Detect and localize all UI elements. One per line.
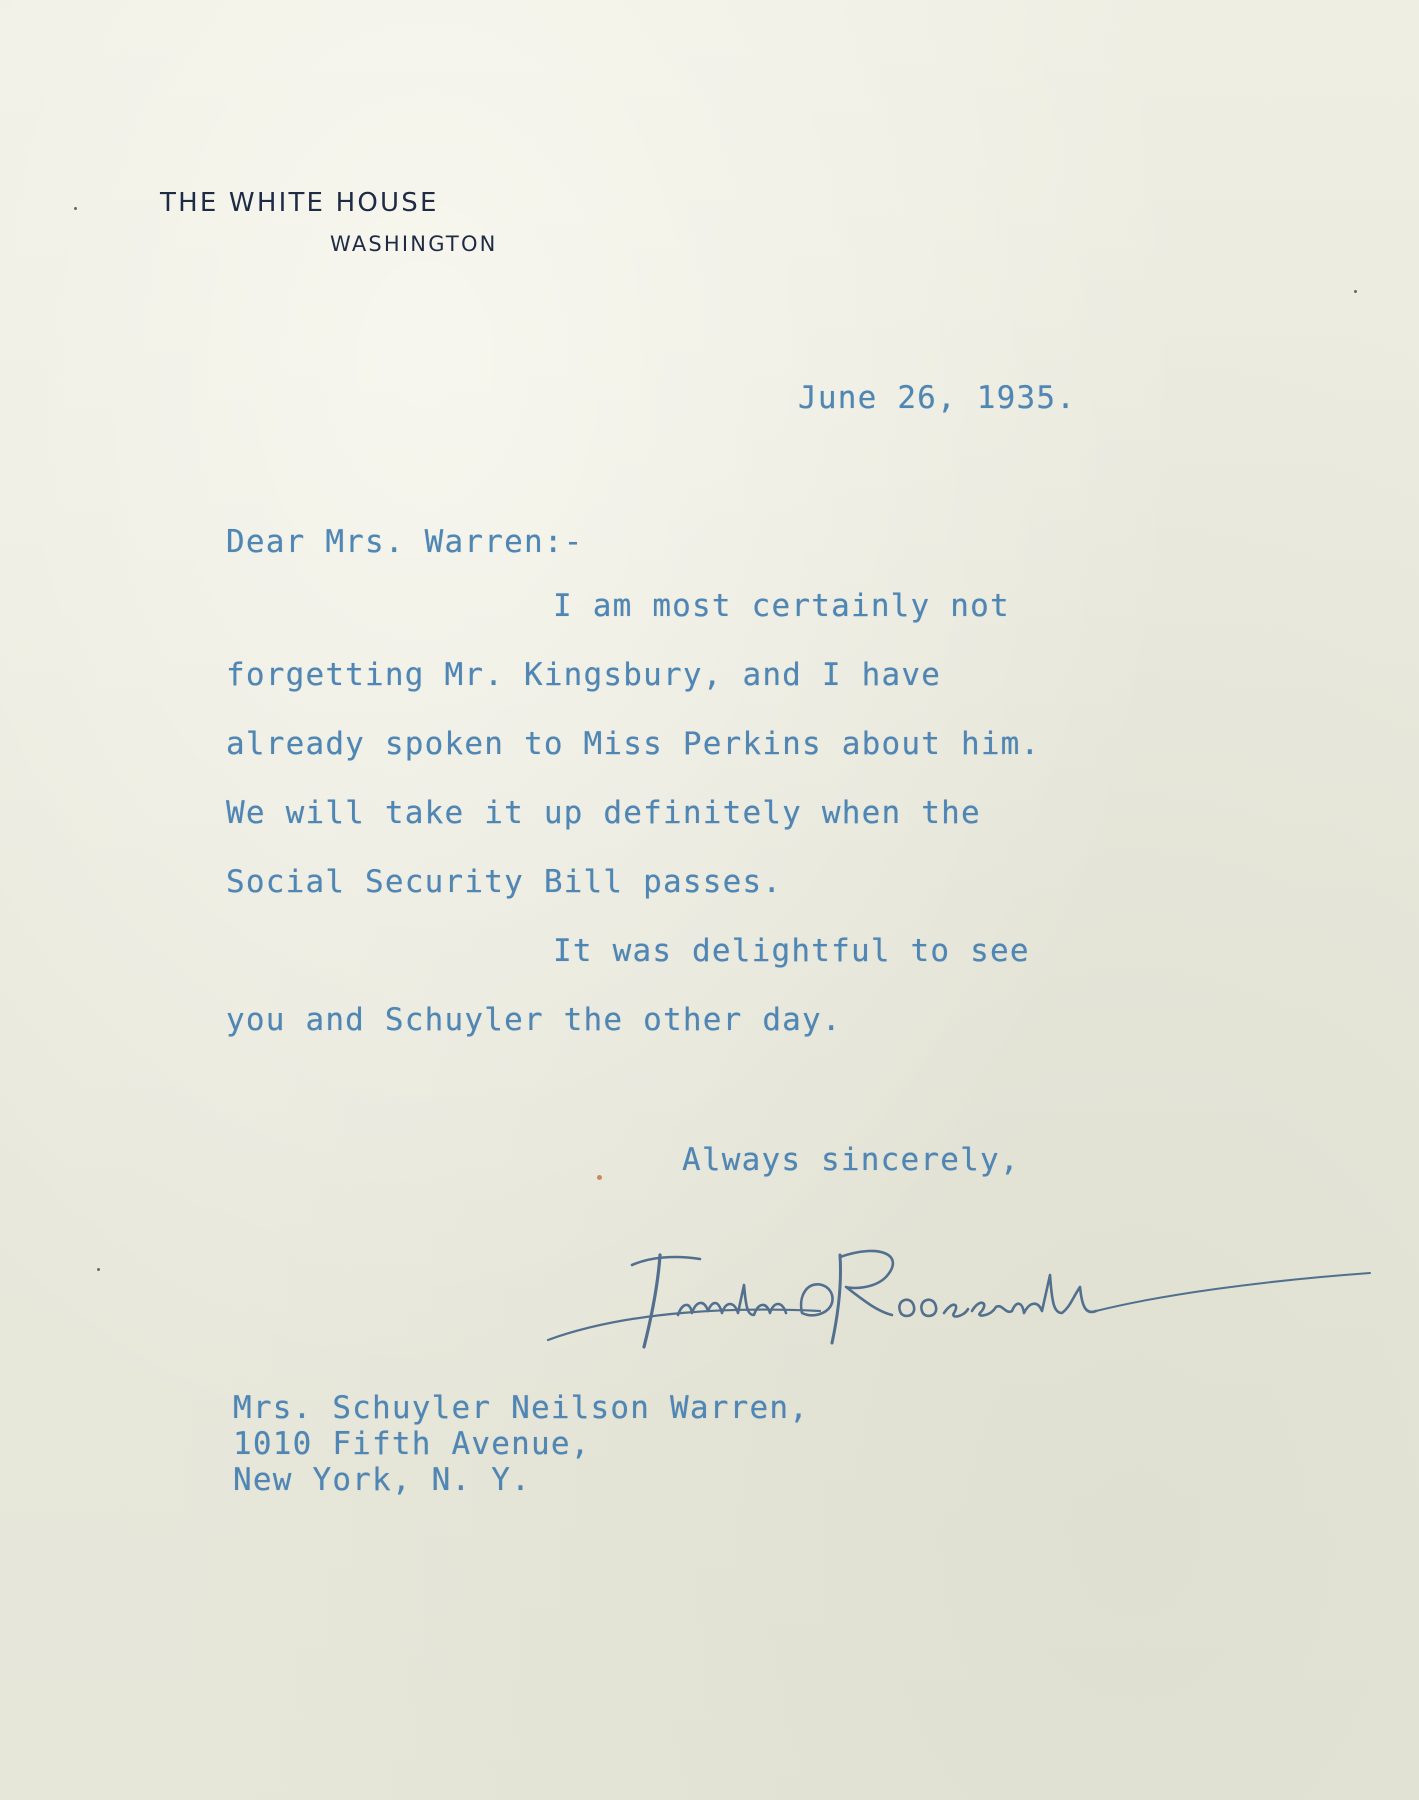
body-line: Social Security Bill passes. xyxy=(226,864,783,900)
letterhead-location: WASHINGTON xyxy=(330,232,498,256)
address-line: New York, N. Y. xyxy=(233,1462,531,1498)
body-line: already spoken to Miss Perkins about him. xyxy=(226,726,1041,762)
body-line: you and Schuyler the other day. xyxy=(226,1002,842,1038)
body-line: I am most certainly not xyxy=(553,588,1010,624)
signature-image xyxy=(540,1215,1380,1365)
paper-speck xyxy=(97,1268,100,1271)
letterhead-title: THE WHITE HOUSE xyxy=(160,188,439,218)
salutation: Dear Mrs. Warren:- xyxy=(226,524,584,560)
body-line: forgetting Mr. Kingsbury, and I have xyxy=(226,657,942,693)
body-line: It was delightful to see xyxy=(553,933,1030,969)
body-line: We will take it up definitely when the xyxy=(226,795,981,831)
address-line: Mrs. Schuyler Neilson Warren, xyxy=(233,1390,810,1426)
address-line: 1010 Fifth Avenue, xyxy=(233,1426,591,1462)
letter-date: June 26, 1935. xyxy=(798,380,1077,416)
paper-speck xyxy=(597,1175,602,1180)
paper-speck xyxy=(1354,290,1357,293)
closing: Always sincerely, xyxy=(682,1142,1020,1178)
paper-speck xyxy=(74,207,77,210)
